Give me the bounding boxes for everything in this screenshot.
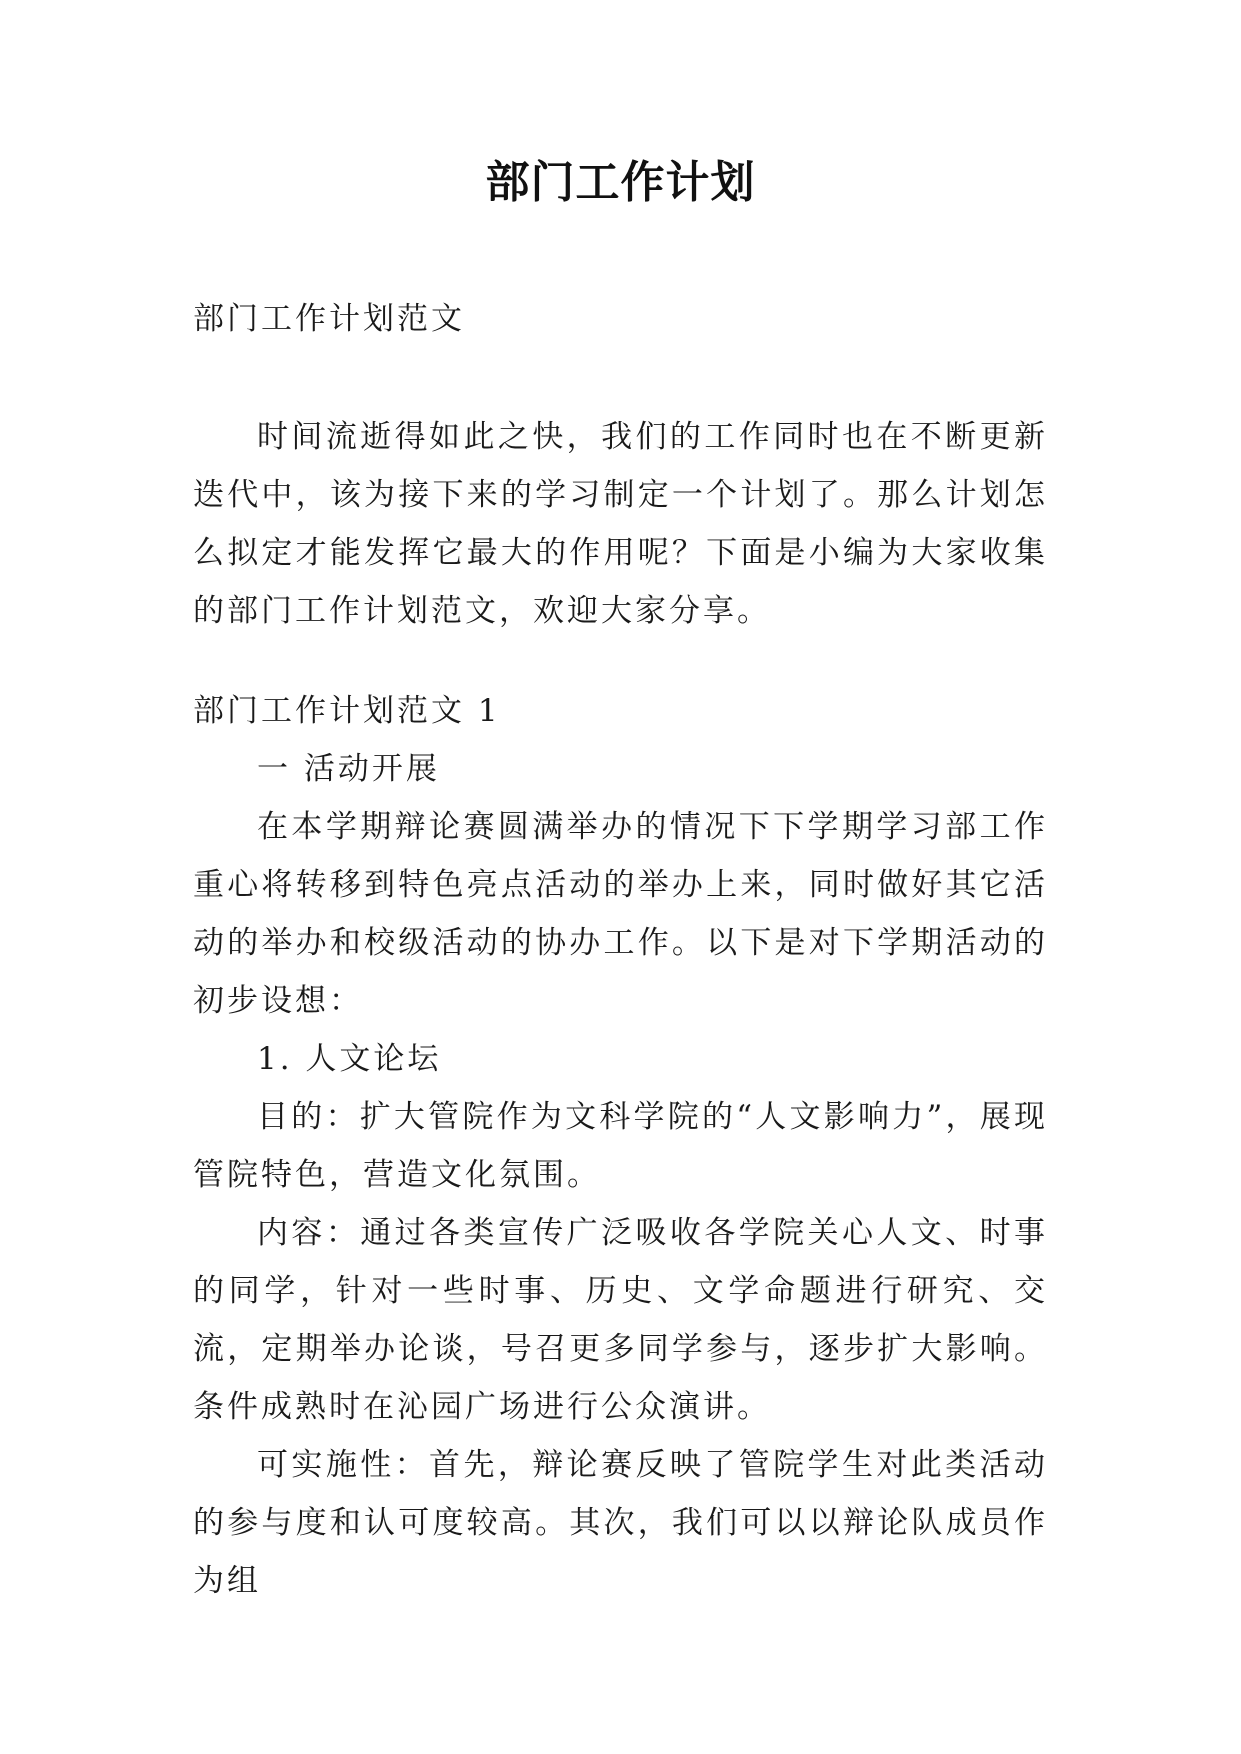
heading-activities: 一 活动开展: [257, 751, 440, 787]
purpose-paragraph: 目的：扩大管院作为文科学院的“人文影响力”，展现管院特色，营造文化氛围。: [193, 1099, 1048, 1193]
document-subtitle: 部门工作计划范文: [193, 301, 465, 337]
item-humanities-forum: 1. 人文论坛: [257, 1041, 442, 1077]
activities-paragraph: 在本学期辩论赛圆满举办的情况下下学期学习部工作重心将转移到特色亮点活动的举办上来，同时做好其它活动的举办和校级活动的协办工作。以下是对下学期活动的初步设想：: [193, 809, 1048, 1019]
section-title: 部门工作计划范文 1: [193, 693, 501, 729]
content-paragraph: 内容：通过各类宣传广泛吸收各学院关心人文、时事的同学，针对一些时事、历史、文学命题进行研究、交流，定期举办论谈，号召更多同学参与，逐步扩大影响。条件成熟时在沁园广场进行公众演讲。: [193, 1215, 1048, 1425]
feasibility-paragraph: 可实施性：首先，辩论赛反映了管院学生对此类活动的参与度和认可度较高。其次，我们可以以辩论队成员作为组: [193, 1447, 1048, 1599]
document-title: 部门工作计划: [485, 157, 756, 208]
document-body: [193, 290, 1048, 1610]
intro-paragraph: 时间流逝得如此之快，我们的工作同时也在不断更新迭代中，该为接下来的学习制定一个计划了。那么计划怎么拟定才能发挥它最大的作用呢？下面是小编为大家收集的部门工作计划范文，欢迎大家分享。: [193, 419, 1048, 629]
